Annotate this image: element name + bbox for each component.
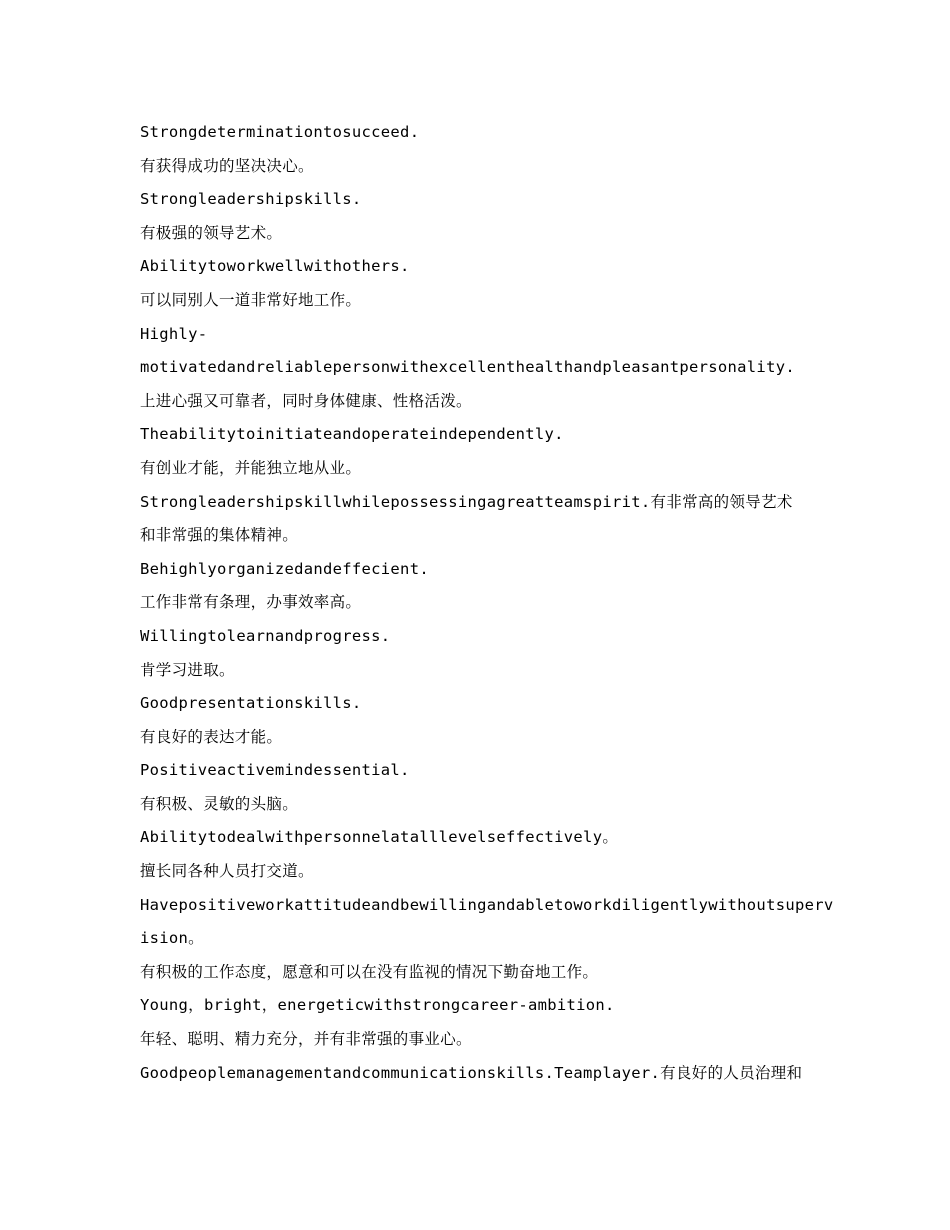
text-line: 和非常强的集体精神。: [140, 526, 299, 545]
text-line: 有获得成功的坚决决心。: [140, 156, 314, 175]
text-line: 有极强的领导艺术。: [140, 223, 283, 242]
text-line: 有积极、灵敏的头脑。: [140, 794, 299, 813]
text-line: Willingtolearnandprogress.: [140, 626, 391, 645]
text-line: Highly-: [140, 324, 208, 343]
text-line: 工作非常有条理，办事效率高。: [140, 593, 362, 612]
text-line: motivatedandreliablepersonwithexcellenthealthandpleasantpersonality.: [140, 358, 795, 377]
text-line: Theabilitytoinitiateandoperateindependently.: [140, 425, 564, 444]
text-line: Positiveactivemindessential.: [140, 761, 410, 780]
text-line: Goodpresentationskills.: [140, 694, 362, 713]
text-line: Strongleadershipskills.: [140, 190, 362, 209]
text-line: Abilitytodealwithpersonnelatalllevelseffectively。: [140, 828, 619, 847]
document-body: [140, 116, 834, 1090]
text-line: Goodpeoplemanagementandcommunicationskills.Teamplayer.有良好的人员治理和: [140, 1063, 803, 1082]
text-line: 肯学习进取。: [140, 660, 235, 679]
text-line: ision。: [140, 929, 204, 948]
text-line: Strongdeterminationtosucceed.: [140, 123, 420, 141]
text-line: 有良好的表达才能。: [140, 727, 283, 746]
text-line: 年轻、聪明、精力充分，并有非常强的事业心。: [140, 1030, 472, 1049]
text-line: 有积极的工作态度，愿意和可以在没有监视的情况下勤奋地工作。: [140, 962, 599, 981]
text-line: Strongleadershipskillwhilepossessingagreatteamspirit.有非常高的领导艺术: [140, 492, 793, 511]
text-line: Abilitytoworkwellwithothers.: [140, 257, 410, 276]
text-line: Behighlyorganizedandeffecient.: [140, 559, 429, 578]
text-line: 可以同别人一道非常好地工作。: [140, 290, 362, 309]
text-line: Young，bright，energeticwithstrongcareer-ambition.: [140, 996, 615, 1015]
text-line: 有创业才能，并能独立地从业。: [140, 458, 362, 477]
text-line: 擅长同各种人员打交道。: [140, 862, 314, 881]
text-line: 上进心强又可靠者，同时身体健康、性格活泼。: [140, 391, 472, 410]
text-line: Havepositiveworkattitudeandbewillingandabletoworkdiligentlywithoutsuperv: [140, 895, 834, 914]
